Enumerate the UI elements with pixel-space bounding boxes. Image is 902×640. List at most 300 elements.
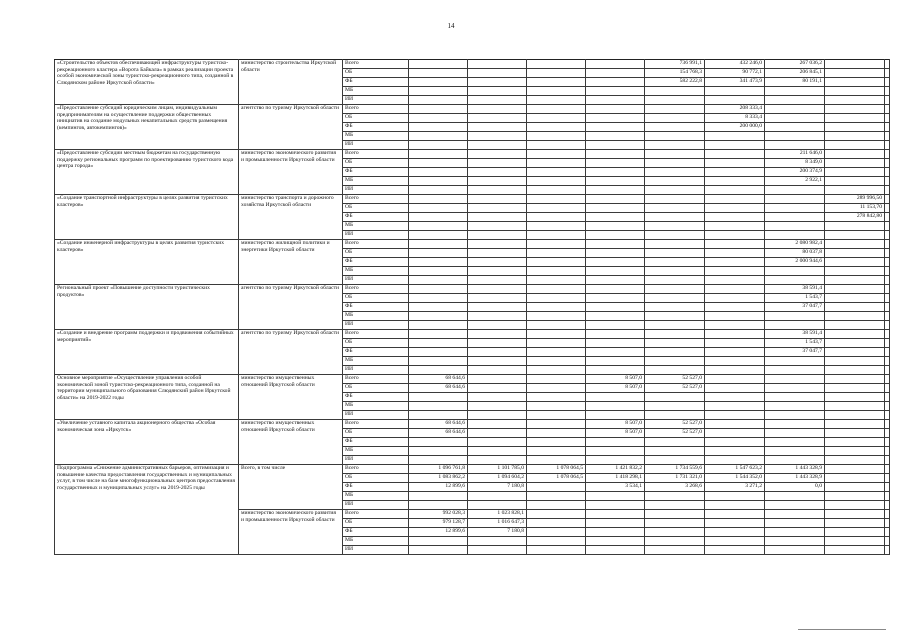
value-cell	[527, 402, 586, 411]
value-cell	[705, 87, 765, 96]
table-row	[55, 285, 890, 294]
funding-source-cell: ОБ	[343, 474, 409, 483]
value-cell	[468, 321, 527, 330]
value-cell	[645, 141, 705, 150]
funding-source-cell: МБ	[343, 267, 409, 276]
funding-source-cell: Всего	[343, 510, 409, 519]
value-cell	[645, 177, 705, 186]
value-cell	[468, 456, 527, 465]
value-cell: 267 036,2	[765, 60, 825, 69]
value-cell	[765, 366, 825, 375]
value-cell	[468, 105, 527, 114]
value-cell	[645, 276, 705, 285]
value-cell: 1 443 328,9	[765, 465, 825, 474]
value-cell	[409, 501, 468, 510]
funding-source-cell: Всего	[343, 60, 409, 69]
value-cell	[645, 267, 705, 276]
value-cell	[527, 60, 586, 69]
value-cell	[409, 96, 468, 105]
value-cell: 8 507,0	[586, 420, 645, 429]
value-cell	[586, 240, 645, 249]
funding-source-cell: ФБ	[343, 258, 409, 267]
value-cell	[527, 141, 586, 150]
value-cell	[586, 87, 645, 96]
funding-source-cell: Всего	[343, 375, 409, 384]
value-cell	[409, 456, 468, 465]
value-cell	[527, 294, 586, 303]
funding-source-cell: ИИ	[343, 546, 409, 555]
value-cell	[885, 465, 890, 474]
value-cell	[468, 366, 527, 375]
executor-cell: министерство имущественных отношений Иркутской области	[239, 420, 343, 465]
value-cell	[885, 213, 890, 222]
value-cell	[586, 231, 645, 240]
value-cell	[645, 312, 705, 321]
value-cell	[645, 222, 705, 231]
value-cell	[825, 321, 885, 330]
value-cell	[645, 357, 705, 366]
value-cell	[409, 321, 468, 330]
value-cell	[645, 402, 705, 411]
value-cell: 154 768,3	[645, 69, 705, 78]
table-row	[55, 375, 890, 384]
value-cell	[885, 168, 890, 177]
funding-source-cell: ОБ	[343, 294, 409, 303]
measure-name-cell: «Создание и внедрение программ поддержки и продвижения событийных мероприятий»	[55, 330, 239, 375]
value-cell	[409, 60, 468, 69]
value-cell: 208 333,4	[705, 105, 765, 114]
value-cell	[825, 411, 885, 420]
value-cell	[586, 276, 645, 285]
value-cell	[527, 132, 586, 141]
value-cell	[825, 285, 885, 294]
value-cell	[705, 141, 765, 150]
value-cell	[765, 429, 825, 438]
value-cell	[765, 231, 825, 240]
value-cell	[885, 438, 890, 447]
funding-source-cell: МБ	[343, 87, 409, 96]
funding-source-cell: ОБ	[343, 339, 409, 348]
value-cell	[885, 78, 890, 87]
value-cell	[527, 348, 586, 357]
value-cell	[468, 132, 527, 141]
value-cell	[527, 312, 586, 321]
value-cell	[885, 159, 890, 168]
value-cell: 52 527,0	[645, 420, 705, 429]
value-cell: 68 644,6	[409, 420, 468, 429]
value-cell	[468, 492, 527, 501]
value-cell	[586, 456, 645, 465]
value-cell	[765, 411, 825, 420]
value-cell: 211 646,0	[765, 150, 825, 159]
value-cell	[645, 258, 705, 267]
value-cell	[825, 492, 885, 501]
value-cell	[885, 402, 890, 411]
value-cell: 200 374,9	[765, 168, 825, 177]
value-cell	[468, 87, 527, 96]
value-cell	[468, 537, 527, 546]
value-cell: 992 028,3	[409, 510, 468, 519]
value-cell	[705, 348, 765, 357]
value-cell	[409, 159, 468, 168]
value-cell	[468, 114, 527, 123]
scan-mark	[798, 629, 886, 630]
value-cell	[705, 204, 765, 213]
value-cell	[705, 195, 765, 204]
value-cell	[527, 519, 586, 528]
value-cell: 1 101 785,0	[468, 465, 527, 474]
funding-source-cell: ФБ	[343, 348, 409, 357]
value-cell: 1 543,7	[765, 339, 825, 348]
value-cell	[409, 132, 468, 141]
value-cell	[645, 123, 705, 132]
value-cell	[765, 447, 825, 456]
value-cell: 1 094 604,2	[468, 474, 527, 483]
value-cell	[527, 195, 586, 204]
value-cell	[885, 96, 890, 105]
value-cell	[885, 528, 890, 537]
value-cell	[527, 96, 586, 105]
value-cell	[825, 141, 885, 150]
page-number: 14	[447, 22, 455, 30]
value-cell: 52 527,0	[645, 429, 705, 438]
value-cell	[527, 366, 586, 375]
value-cell: 1 023 828,1	[468, 510, 527, 519]
value-cell	[468, 204, 527, 213]
value-cell	[468, 411, 527, 420]
funding-source-cell: ИИ	[343, 276, 409, 285]
value-cell	[409, 114, 468, 123]
value-cell	[409, 186, 468, 195]
value-cell: 1 443 328,9	[765, 474, 825, 483]
value-cell	[885, 420, 890, 429]
value-cell: 278 842,80	[825, 213, 885, 222]
value-cell	[409, 204, 468, 213]
funding-source-cell: Всего	[343, 240, 409, 249]
value-cell	[645, 492, 705, 501]
value-cell	[409, 411, 468, 420]
value-cell	[885, 348, 890, 357]
value-cell	[586, 222, 645, 231]
value-cell: 68 644,6	[409, 429, 468, 438]
value-cell	[586, 537, 645, 546]
value-cell	[409, 240, 468, 249]
value-cell	[705, 159, 765, 168]
value-cell	[586, 177, 645, 186]
value-cell	[825, 123, 885, 132]
value-cell	[825, 159, 885, 168]
value-cell	[885, 69, 890, 78]
funding-source-cell: Всего	[343, 285, 409, 294]
table-row	[55, 240, 890, 249]
value-cell	[586, 105, 645, 114]
value-cell	[825, 96, 885, 105]
value-cell	[645, 159, 705, 168]
measure-name-cell: Подпрограмма «Снижение административных барьеров, оптимизация и повышение качества предоставления государственных и муниципальных услуг, в том числе на базе многофункциональных центров предоставления государственных и муниципальных услуг» на 2019-2025 годы	[55, 465, 239, 555]
value-cell	[527, 123, 586, 132]
value-cell	[825, 375, 885, 384]
value-cell	[527, 267, 586, 276]
funding-source-cell: ИИ	[343, 186, 409, 195]
value-cell	[645, 411, 705, 420]
value-cell	[705, 510, 765, 519]
value-cell: 2 000 944,6	[765, 258, 825, 267]
value-cell	[527, 447, 586, 456]
value-cell	[825, 429, 885, 438]
value-cell: 1 016 647,3	[468, 519, 527, 528]
value-cell	[468, 330, 527, 339]
executor-cell: министерство экономического развития и промышленности Иркутской области	[239, 150, 343, 195]
value-cell	[586, 195, 645, 204]
value-cell	[586, 510, 645, 519]
value-cell	[645, 105, 705, 114]
value-cell	[586, 114, 645, 123]
value-cell	[527, 249, 586, 258]
value-cell	[825, 105, 885, 114]
value-cell	[705, 168, 765, 177]
funding-source-cell: Всего	[343, 420, 409, 429]
value-cell	[409, 546, 468, 555]
value-cell	[885, 240, 890, 249]
value-cell	[468, 177, 527, 186]
value-cell	[409, 339, 468, 348]
measure-name-cell: «Создание инженерной инфраструктуры в целях развития туристских кластеров»	[55, 240, 239, 285]
value-cell	[527, 258, 586, 267]
value-cell	[765, 519, 825, 528]
table-row	[55, 465, 890, 474]
value-cell	[468, 141, 527, 150]
value-cell	[586, 447, 645, 456]
value-cell	[645, 321, 705, 330]
value-cell	[527, 240, 586, 249]
value-cell	[825, 339, 885, 348]
value-cell	[825, 312, 885, 321]
value-cell	[705, 375, 765, 384]
value-cell	[885, 393, 890, 402]
value-cell	[705, 303, 765, 312]
value-cell	[885, 195, 890, 204]
value-cell: 80 191,1	[765, 78, 825, 87]
value-cell	[705, 420, 765, 429]
value-cell	[586, 393, 645, 402]
value-cell	[765, 132, 825, 141]
value-cell	[468, 429, 527, 438]
value-cell	[885, 123, 890, 132]
value-cell	[468, 195, 527, 204]
value-cell	[409, 231, 468, 240]
value-cell	[527, 429, 586, 438]
funding-source-cell: МБ	[343, 447, 409, 456]
value-cell	[527, 213, 586, 222]
value-cell	[468, 303, 527, 312]
value-cell	[409, 312, 468, 321]
value-cell	[645, 231, 705, 240]
value-cell	[468, 438, 527, 447]
value-cell	[885, 510, 890, 519]
value-cell	[586, 321, 645, 330]
value-cell	[409, 303, 468, 312]
value-cell	[468, 420, 527, 429]
value-cell	[705, 321, 765, 330]
value-cell	[705, 312, 765, 321]
value-cell	[409, 438, 468, 447]
funding-source-cell: МБ	[343, 402, 409, 411]
value-cell	[885, 204, 890, 213]
value-cell	[765, 357, 825, 366]
value-cell	[705, 177, 765, 186]
value-cell	[705, 267, 765, 276]
value-cell	[527, 231, 586, 240]
value-cell	[409, 249, 468, 258]
value-cell	[825, 393, 885, 402]
value-cell	[705, 231, 765, 240]
funding-source-cell: ИИ	[343, 141, 409, 150]
value-cell	[885, 537, 890, 546]
value-cell: 1 096 761,8	[409, 465, 468, 474]
value-cell	[885, 501, 890, 510]
executor-cell: министерство строительства Иркутской области	[239, 60, 343, 105]
value-cell	[586, 303, 645, 312]
funding-source-cell: Всего	[343, 195, 409, 204]
value-cell	[645, 330, 705, 339]
value-cell: 736 991,1	[645, 60, 705, 69]
executor-cell: агентство по туризму Иркутской области	[239, 285, 343, 330]
value-cell	[825, 294, 885, 303]
value-cell	[468, 348, 527, 357]
value-cell	[586, 69, 645, 78]
value-cell: 432 246,0	[705, 60, 765, 69]
value-cell	[468, 402, 527, 411]
measure-name-cell: «Предоставление субсидий юридическим лицам, индивидуальным предпринимателям на осуществление поддержки общественных инициатив на создание модульных некапитальных средств размещения (кемпингов, автокемпингов)»	[55, 105, 239, 150]
value-cell	[825, 78, 885, 87]
funding-source-cell: ФБ	[343, 213, 409, 222]
value-cell	[705, 213, 765, 222]
funding-source-cell: ОБ	[343, 204, 409, 213]
table-row	[55, 195, 890, 204]
value-cell	[468, 249, 527, 258]
funding-source-cell: ФБ	[343, 438, 409, 447]
funding-source-cell: ИИ	[343, 231, 409, 240]
value-cell	[468, 294, 527, 303]
value-cell	[645, 303, 705, 312]
value-cell: 1 734 559,6	[645, 465, 705, 474]
value-cell: 3 271,2	[705, 483, 765, 492]
value-cell	[468, 123, 527, 132]
value-cell	[468, 231, 527, 240]
value-cell: 1 544 352,0	[705, 474, 765, 483]
value-cell	[705, 456, 765, 465]
value-cell	[705, 519, 765, 528]
value-cell	[825, 510, 885, 519]
value-cell	[825, 267, 885, 276]
value-cell	[885, 249, 890, 258]
value-cell	[527, 546, 586, 555]
value-cell	[885, 177, 890, 186]
value-cell	[825, 474, 885, 483]
value-cell	[527, 339, 586, 348]
value-cell	[527, 537, 586, 546]
measure-name-cell: Региональный проект «Повышение доступности туристических продуктов»	[55, 285, 239, 330]
value-cell	[527, 375, 586, 384]
value-cell	[825, 168, 885, 177]
value-cell	[586, 186, 645, 195]
value-cell	[645, 501, 705, 510]
value-cell	[527, 330, 586, 339]
value-cell	[409, 177, 468, 186]
value-cell	[586, 357, 645, 366]
funding-source-cell: ОБ	[343, 519, 409, 528]
value-cell: 1 418 298,1	[586, 474, 645, 483]
value-cell	[825, 519, 885, 528]
value-cell	[645, 87, 705, 96]
value-cell	[825, 546, 885, 555]
value-cell	[825, 357, 885, 366]
value-cell	[705, 258, 765, 267]
value-cell	[885, 285, 890, 294]
value-cell	[885, 276, 890, 285]
funding-source-cell: МБ	[343, 312, 409, 321]
value-cell	[645, 537, 705, 546]
value-cell	[825, 276, 885, 285]
value-cell	[885, 474, 890, 483]
value-cell	[409, 123, 468, 132]
value-cell	[409, 357, 468, 366]
value-cell	[825, 402, 885, 411]
value-cell	[409, 195, 468, 204]
value-cell	[705, 492, 765, 501]
value-cell: 7 180,8	[468, 483, 527, 492]
value-cell	[645, 438, 705, 447]
value-cell	[645, 168, 705, 177]
value-cell: 52 527,0	[645, 375, 705, 384]
value-cell	[527, 168, 586, 177]
value-cell	[586, 204, 645, 213]
value-cell	[468, 447, 527, 456]
value-cell	[765, 276, 825, 285]
value-cell: 0,0	[765, 483, 825, 492]
value-cell	[825, 537, 885, 546]
value-cell	[409, 222, 468, 231]
value-cell	[527, 483, 586, 492]
value-cell: 52 527,0	[645, 384, 705, 393]
value-cell	[885, 105, 890, 114]
value-cell	[645, 150, 705, 159]
value-cell	[825, 447, 885, 456]
executor-cell: Всего, в том числе	[239, 465, 343, 510]
value-cell: 12 899,6	[409, 528, 468, 537]
value-cell: 1 547 623,2	[705, 465, 765, 474]
value-cell	[586, 312, 645, 321]
measure-name-cell: «Создание транспортной инфраструктуры в целях развития туристских кластеров»	[55, 195, 239, 240]
value-cell	[765, 402, 825, 411]
table-row	[55, 60, 890, 69]
value-cell	[705, 339, 765, 348]
value-cell	[409, 447, 468, 456]
value-cell	[765, 96, 825, 105]
value-cell	[527, 285, 586, 294]
funding-source-cell: ФБ	[343, 393, 409, 402]
measure-name-cell: «Увеличение уставного капитала акционерного общества «Особая экономическая зона «Иркутск»	[55, 420, 239, 465]
value-cell	[409, 150, 468, 159]
value-cell	[705, 96, 765, 105]
value-cell	[409, 276, 468, 285]
value-cell	[705, 132, 765, 141]
value-cell	[468, 258, 527, 267]
value-cell: 8 333,4	[705, 114, 765, 123]
value-cell	[825, 465, 885, 474]
funding-source-cell: Всего	[343, 330, 409, 339]
value-cell: 37 047,7	[765, 303, 825, 312]
